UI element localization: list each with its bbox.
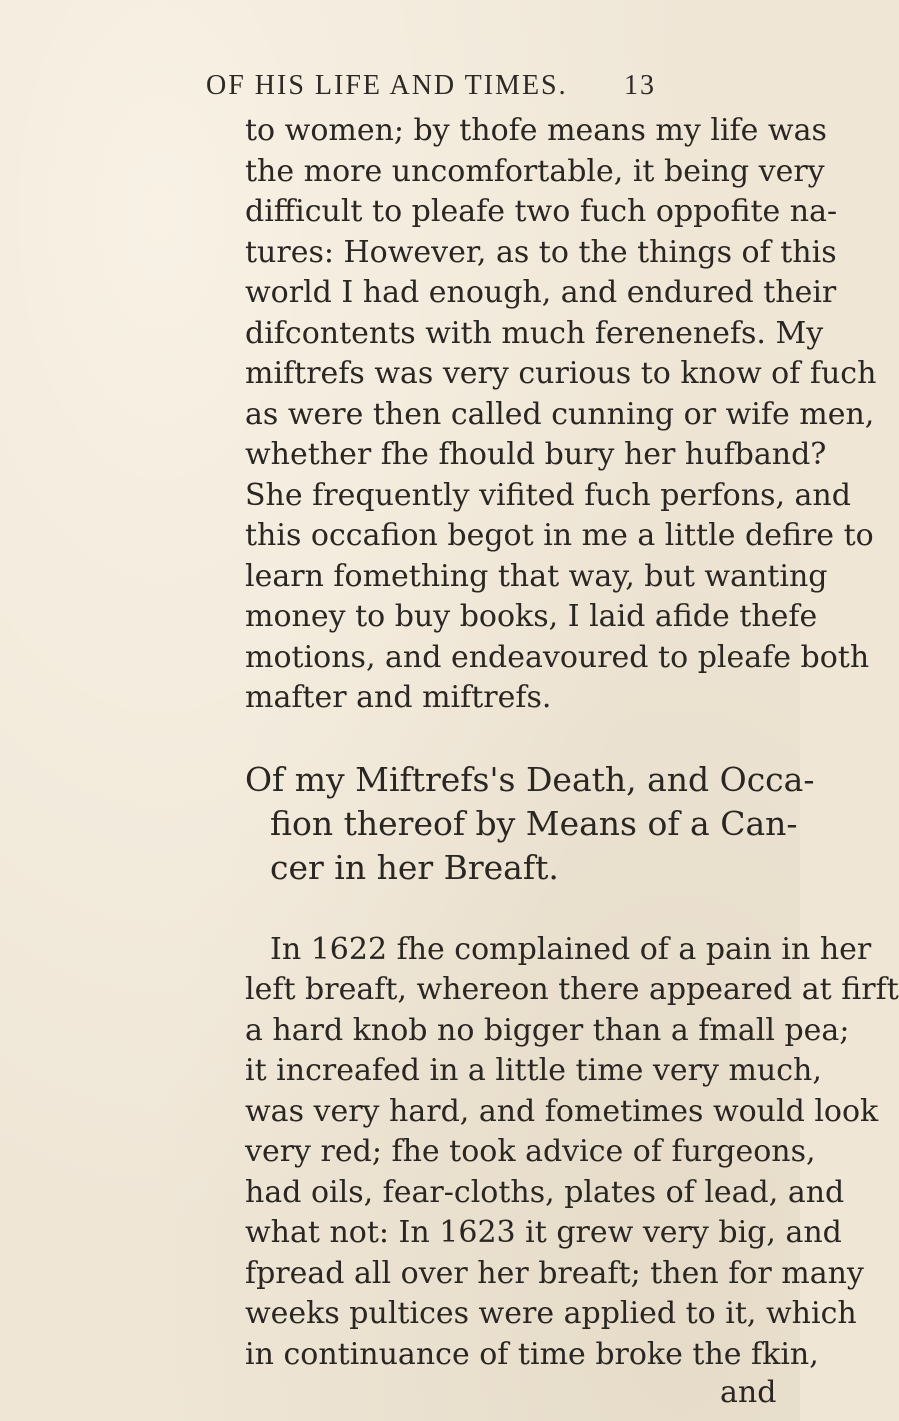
text-line: what not: In 1623 it grew very big, and (245, 1215, 842, 1250)
text-line: mafter and miftrefs. (245, 680, 552, 715)
text-line: it increafed in a little time very much, (245, 1053, 822, 1088)
text-line: In 1622 fhe complained of a pain in her (270, 931, 872, 967)
text-line: left breaft, whereon there appeared at firft (245, 972, 899, 1007)
text-line: as were then called cunning or wife men, (245, 396, 875, 432)
text-line: miftrefs was very curious to know of fuch (245, 356, 877, 391)
text-line: money to buy books, I laid afide thefe (245, 599, 818, 634)
text-line: a hard knob no bigger than a fmall pea; (245, 1012, 850, 1048)
text-line: whether fhe fhould bury her hufband? (245, 437, 827, 472)
running-title: OF HIS LIFE AND TIMES. (206, 70, 568, 101)
text-line: She frequently vifited fuch perfons, and (245, 477, 851, 513)
text-line: very red; fhe took advice of furgeons, (245, 1134, 816, 1169)
text-line: the more uncomfortable, it being very (245, 153, 825, 189)
text-line: difcontents with much ferenenefs. My (245, 315, 824, 351)
text-line: world I had enough, and endured their (245, 275, 837, 310)
heading-line: fion thereof by Means of a Can- (270, 803, 798, 843)
text-line: in continuance of time broke the fkin, (245, 1336, 819, 1372)
text-line: tures: However, as to the things of this (245, 234, 837, 270)
text-line: weeks pultices were applied to it, which (245, 1296, 857, 1331)
text-line: motions, and endeavoured to pleafe both (245, 639, 870, 675)
catchword: and (720, 1375, 777, 1410)
running-header (206, 70, 656, 102)
text-line: learn fomething that way, but wanting (245, 558, 828, 594)
text-line: to women; by thofe means my life was (245, 113, 827, 148)
text-line: was very hard, and fometimes would look (245, 1093, 879, 1129)
text-line: difficult to pleafe two fuch oppofite na- (245, 194, 838, 229)
text-line: had oils, fear-cloths, plates of lead, and (245, 1174, 845, 1210)
text-line: fpread all over her breaft; then for many (245, 1255, 864, 1291)
text-line: this occafion begot in me a little defire to (245, 518, 874, 553)
heading-line: Of my Miftrefs's Death, and Occa- (245, 759, 815, 799)
heading-line: cer in her Breaft. (270, 847, 559, 887)
page-number: 13 (624, 70, 656, 101)
